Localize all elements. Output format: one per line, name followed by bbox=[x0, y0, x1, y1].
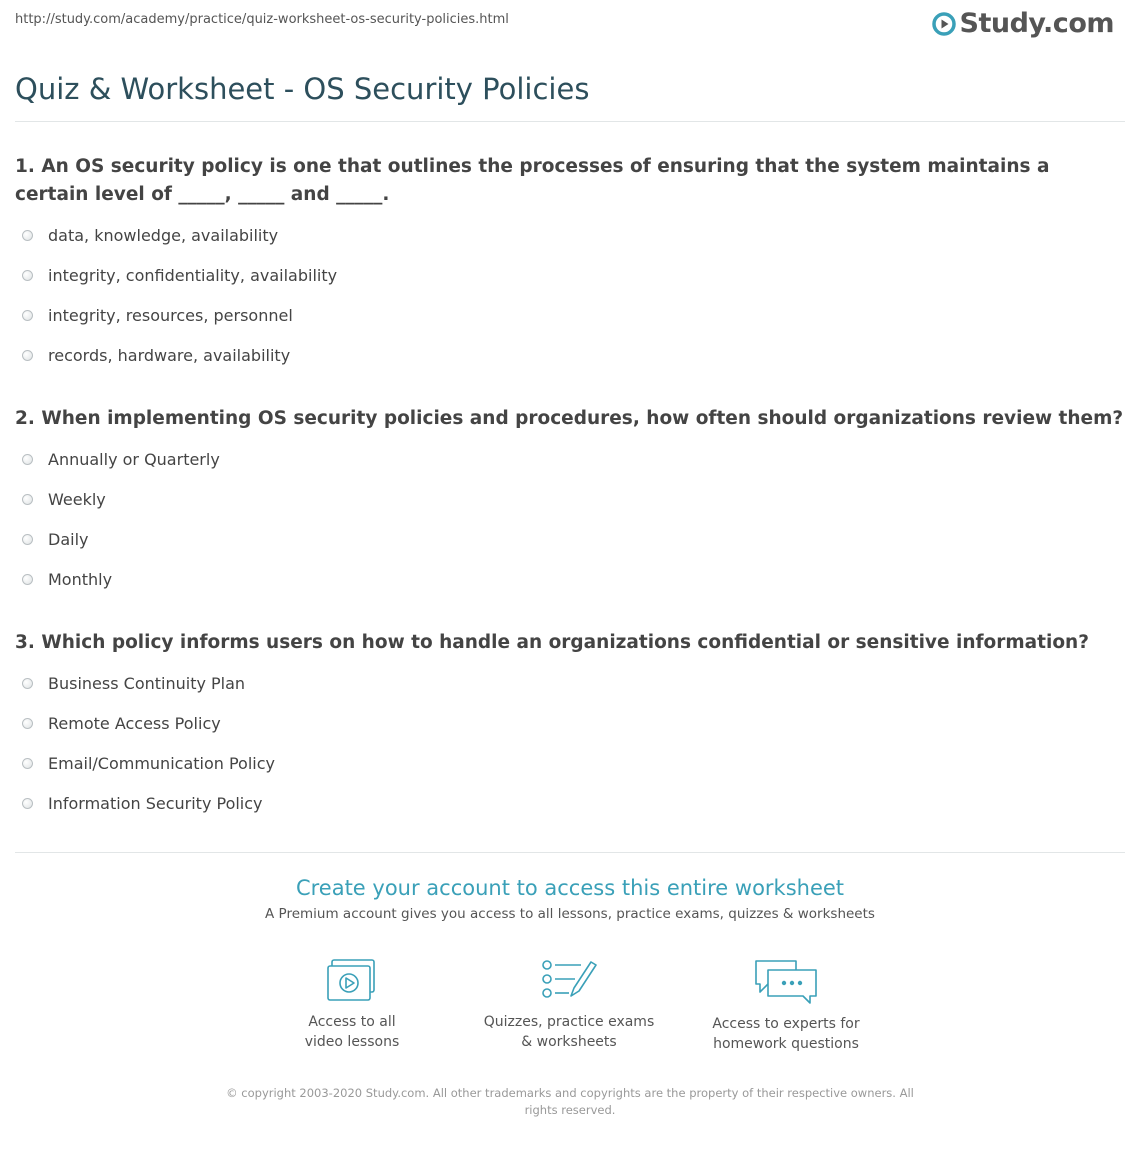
question-2: 2. When implementing OS security policies and procedures, how often should organizations review them? bbox=[15, 408, 1124, 429]
radio-button[interactable] bbox=[22, 270, 33, 281]
feature-label: Quizzes, practice exams & worksheets bbox=[483, 1014, 655, 1050]
q3-option-4[interactable] bbox=[22, 794, 263, 813]
q1-option-4[interactable] bbox=[22, 346, 290, 365]
q1-option-1[interactable] bbox=[22, 226, 278, 245]
q3-option-3[interactable] bbox=[22, 754, 275, 773]
radio-button[interactable] bbox=[22, 230, 33, 241]
option-label: Business Continuity Plan bbox=[48, 674, 246, 693]
option-label: integrity, resources, personnel bbox=[48, 306, 293, 325]
radio-button[interactable] bbox=[22, 494, 33, 505]
option-label: Information Security Policy bbox=[48, 794, 263, 813]
option-label: records, hardware, availability bbox=[48, 346, 291, 365]
study-logo[interactable] bbox=[932, 8, 1114, 39]
divider bbox=[15, 121, 1125, 122]
radio-button[interactable] bbox=[22, 678, 33, 689]
feature-video-lessons bbox=[252, 958, 452, 1052]
quiz-checklist-icon bbox=[541, 958, 597, 1002]
q3-option-2[interactable] bbox=[22, 714, 221, 733]
q2-option-1[interactable] bbox=[22, 450, 220, 469]
chat-experts-icon bbox=[754, 958, 818, 1004]
feature-experts bbox=[686, 958, 886, 1054]
option-label: Weekly bbox=[48, 490, 106, 509]
radio-button[interactable] bbox=[22, 798, 33, 809]
copyright-footer: © copyright 2003-2020 Study.com. All other trademarks and copyrights are the property of their respective owners. All rights reserved. bbox=[226, 1086, 914, 1117]
option-label: Email/Communication Policy bbox=[48, 754, 275, 773]
option-label: Remote Access Policy bbox=[48, 714, 221, 733]
q1-option-2[interactable] bbox=[22, 266, 337, 285]
radio-button[interactable] bbox=[22, 574, 33, 585]
q1-option-3[interactable] bbox=[22, 306, 293, 325]
q2-option-2[interactable] bbox=[22, 490, 106, 509]
question-1: 1. An OS security policy is one that outlines the processes of ensuring that the system maintains a certain level of _____, _____ and _____. bbox=[15, 156, 1050, 205]
option-label: Daily bbox=[48, 530, 89, 549]
create-account-link[interactable]: Create your account to access this entire worksheet bbox=[295, 876, 845, 900]
radio-button[interactable] bbox=[22, 534, 33, 545]
page-url: http://study.com/academy/practice/quiz-worksheet-os-security-policies.html bbox=[15, 12, 509, 27]
option-label: integrity, confidentiality, availability bbox=[48, 266, 338, 285]
q3-option-1[interactable] bbox=[22, 674, 245, 693]
feature-label: Access to all video lessons bbox=[304, 1014, 400, 1050]
q2-option-4[interactable] bbox=[22, 570, 112, 589]
question-3: 3. Which policy informs users on how to handle an organizations confidential or sensitive information? bbox=[15, 632, 1089, 653]
option-label: Annually or Quarterly bbox=[48, 450, 220, 469]
option-label: Monthly bbox=[48, 570, 113, 589]
q2-option-3[interactable] bbox=[22, 530, 88, 549]
page-title: Quiz & Worksheet - OS Security Policies bbox=[15, 72, 590, 106]
divider bbox=[15, 852, 1125, 853]
radio-button[interactable] bbox=[22, 758, 33, 769]
video-lesson-icon bbox=[326, 958, 378, 1002]
premium-description: A Premium account gives you access to all lessons, practice exams, quizzes & worksheets bbox=[265, 906, 875, 922]
option-label: data, knowledge, availability bbox=[48, 226, 279, 245]
feature-label: Access to experts for homework questions bbox=[712, 1016, 860, 1052]
feature-quizzes bbox=[469, 958, 669, 1052]
play-circle-icon bbox=[932, 12, 956, 36]
logo-text: Study.com bbox=[959, 8, 1114, 39]
radio-button[interactable] bbox=[22, 310, 33, 321]
radio-button[interactable] bbox=[22, 350, 33, 361]
radio-button[interactable] bbox=[22, 454, 33, 465]
radio-button[interactable] bbox=[22, 718, 33, 729]
